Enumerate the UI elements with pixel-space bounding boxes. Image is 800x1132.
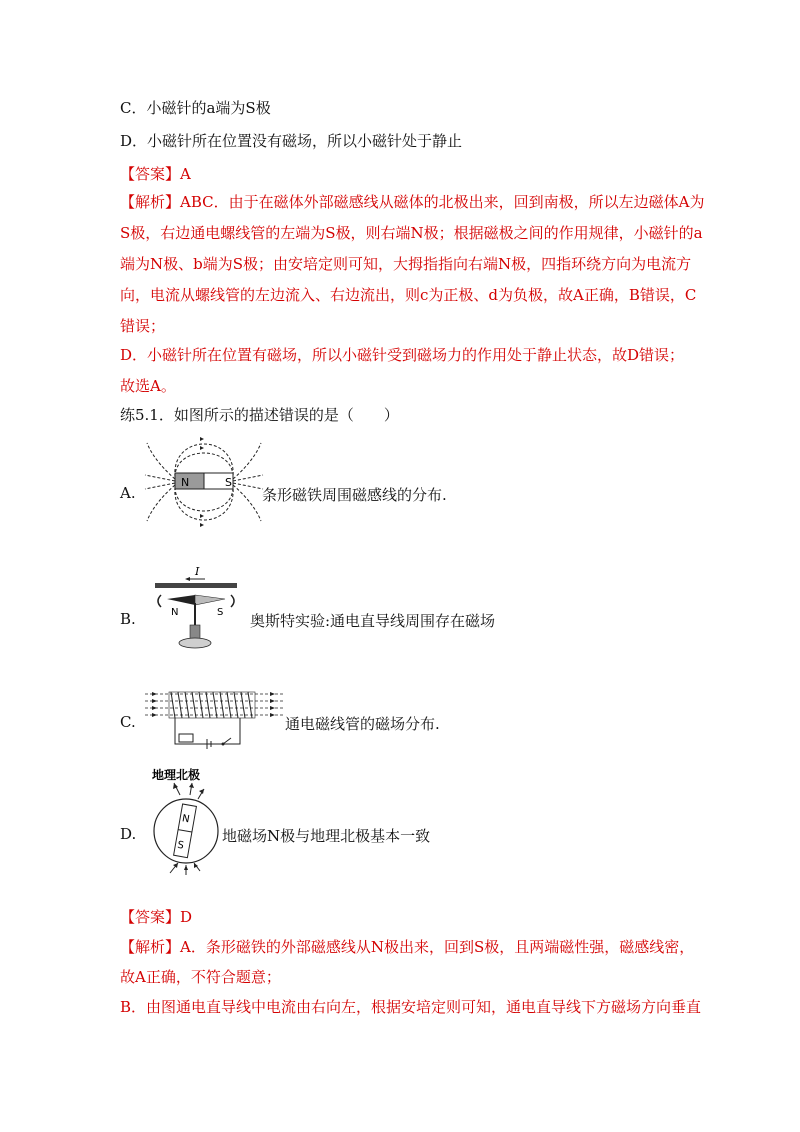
option-c-text: C．小磁针的a端为S极 <box>120 99 271 117</box>
fig-d-s-label: S <box>176 839 185 852</box>
question-stem: 练5.1．如图所示的描述错误的是（ ） <box>120 406 399 424</box>
analysis-line: 错误； <box>120 317 166 335</box>
analysis-line: B．由图通电直导线中电流由右向左，根据安培定则可知，通电直导线下方磁场方向垂直 <box>120 998 702 1016</box>
analysis-line: S极，右边通电螺线管的左端为S极，则右端N极；根据磁极之间的作用规律，小磁针的a <box>120 224 703 242</box>
analysis-line: D．小磁针所在位置有磁场，所以小磁针受到磁场力的作用处于静止状态，故D错误； <box>120 346 685 364</box>
bar-magnet-field-figure <box>145 435 263 527</box>
solenoid-field-figure <box>145 688 283 748</box>
geomagnetic-field-figure <box>148 765 228 875</box>
analysis-line: 端为N极、b端为S极；由安培定则可知，大拇指指向右端N极，四指环绕方向为电流方 <box>120 255 692 273</box>
option-b-caption: 奥斯特实验:通电直导线周围存在磁场 <box>250 612 496 630</box>
answer-label: 【答案】D <box>120 908 193 926</box>
fig-a-s-label: S <box>225 476 232 489</box>
option-d-text: D．小磁针所在位置没有磁场，所以小磁针处于静止 <box>120 132 463 150</box>
option-c-caption: 通电磁线管的磁场分布. <box>285 715 440 733</box>
option-d-caption: 地磁场N极与地理北极基本一致 <box>222 827 431 845</box>
analysis-line: 故A正确，不符合题意； <box>120 968 281 986</box>
option-b-label: B. <box>120 610 136 628</box>
fig-d-n-label: N <box>181 813 191 826</box>
fig-a-n-label: N <box>181 476 190 489</box>
fig-b-current-label: I <box>195 565 200 578</box>
analysis-line: 【解析】ABC．由于在磁体外部磁感线从磁体的北极出来，回到南极，所以左边磁体A为 <box>120 193 705 211</box>
option-a-label: A. <box>120 484 136 502</box>
answer-label: 【答案】A <box>120 165 191 183</box>
oersted-experiment-figure <box>155 565 240 655</box>
fig-b-n-label: N <box>171 607 179 618</box>
option-d-label: D. <box>120 825 137 843</box>
option-c-label: C. <box>120 713 136 731</box>
fig-b-s-label: S <box>217 607 224 618</box>
analysis-line: 【解析】A．条形磁铁的外部磁感线从N极出来，回到S极，且两端磁性强，磁感线密， <box>120 938 695 956</box>
analysis-line: 向，电流从螺线管的左边流入、右边流出，则c为正极、d为负极，故A正确，B错误，C <box>120 286 697 304</box>
fig-d-geo-north-label: 地理北极 <box>152 768 201 782</box>
option-a-caption: 条形磁铁周围磁感线的分布. <box>262 486 447 504</box>
analysis-line: 故选A。 <box>120 377 176 395</box>
